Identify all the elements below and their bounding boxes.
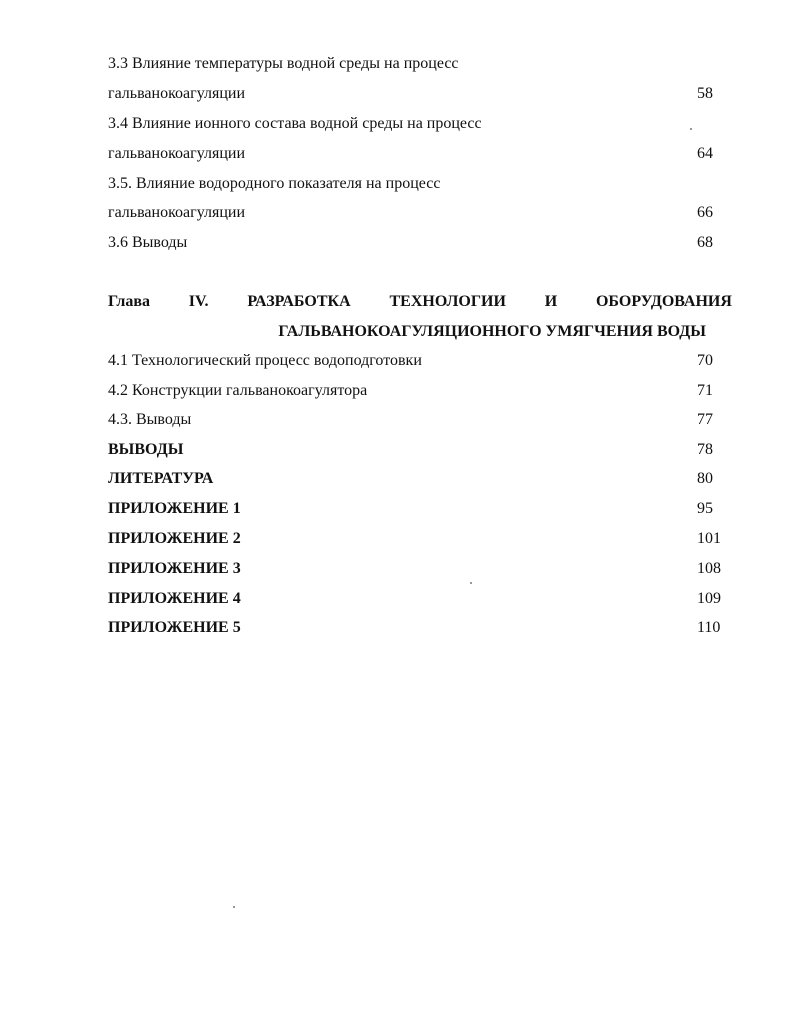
toc-entry-3-5-title-cont: гальванокоагуляции [108, 204, 246, 221]
scan-speck [470, 582, 472, 584]
toc-entry-3-6-title: 3.6 Выводы [108, 234, 188, 251]
toc-entry-appendix-5-page: 110 [697, 619, 721, 636]
toc-entry-appendix-1-page: 95 [697, 500, 713, 517]
toc-entry-appendix-3-page: 108 [697, 560, 721, 577]
toc-entry-3-5-title: 3.5. Влияние водородного показателя на процесс [108, 175, 441, 192]
toc-entry-literature-page: 80 [697, 470, 713, 487]
toc-entry-appendix-3-title: ПРИЛОЖЕНИЕ 3 [108, 560, 241, 577]
chapter-word: И [544, 293, 558, 310]
scan-speck [690, 128, 692, 130]
toc-entry-appendix-2-page: 101 [697, 530, 721, 547]
toc-entry-conclusions-page: 78 [697, 441, 713, 458]
toc-entry-3-4-title: 3.4 Влияние ионного состава водной среды на процесс [108, 115, 482, 132]
chapter-4-heading-line1 [108, 292, 732, 312]
toc-entry-appendix-4-page: 109 [697, 590, 721, 607]
toc-entry-literature-title: ЛИТЕРАТУРА [108, 470, 214, 487]
toc-entry-3-3-page: 58 [697, 85, 713, 102]
toc-entry-4-2-title: 4.2 Конструкции гальванокоагулятора [108, 382, 368, 399]
toc-entry-appendix-5-title: ПРИЛОЖЕНИЕ 5 [108, 619, 241, 636]
toc-entry-3-3-title: 3.3 Влияние температуры водной среды на процесс [108, 55, 459, 72]
toc-entry-3-4-title-cont: гальванокоагуляции [108, 145, 246, 162]
toc-entry-appendix-2-title: ПРИЛОЖЕНИЕ 2 [108, 530, 241, 547]
toc-entry-appendix-1-title: ПРИЛОЖЕНИЕ 1 [108, 500, 241, 517]
toc-entry-3-5-page: 66 [697, 204, 713, 221]
scan-speck [233, 906, 235, 908]
toc-entry-3-6-page: 68 [697, 234, 713, 251]
toc-entry-4-1-title: 4.1 Технологический процесс водоподготовки [108, 352, 422, 369]
toc-entry-4-3-page: 77 [697, 411, 713, 428]
toc-entry-3-3-title-cont: гальванокоагуляции [108, 85, 246, 102]
chapter-4-heading [108, 292, 732, 342]
chapter-word: Глава [108, 293, 150, 310]
chapter-word: ОБОРУДОВАНИЯ [595, 293, 732, 310]
toc-entry-appendix-4-title: ПРИЛОЖЕНИЕ 4 [108, 590, 241, 607]
chapter-word: ТЕХНОЛОГИИ [389, 293, 506, 310]
toc-entry-conclusions-title: ВЫВОДЫ [108, 441, 184, 458]
chapter-4-heading-line2: ГАЛЬВАНОКОАГУЛЯЦИОННОГО УМЯГЧЕНИЯ ВОДЫ [278, 323, 706, 340]
toc-entry-4-3-title: 4.3. Выводы [108, 411, 192, 428]
chapter-number: IV. [188, 293, 209, 310]
toc-entry-4-1-page: 70 [697, 352, 713, 369]
toc-entry-3-4-page: 64 [697, 145, 713, 162]
toc-entry-4-2-page: 71 [697, 382, 713, 399]
chapter-word: РАЗРАБОТКА [247, 293, 351, 310]
